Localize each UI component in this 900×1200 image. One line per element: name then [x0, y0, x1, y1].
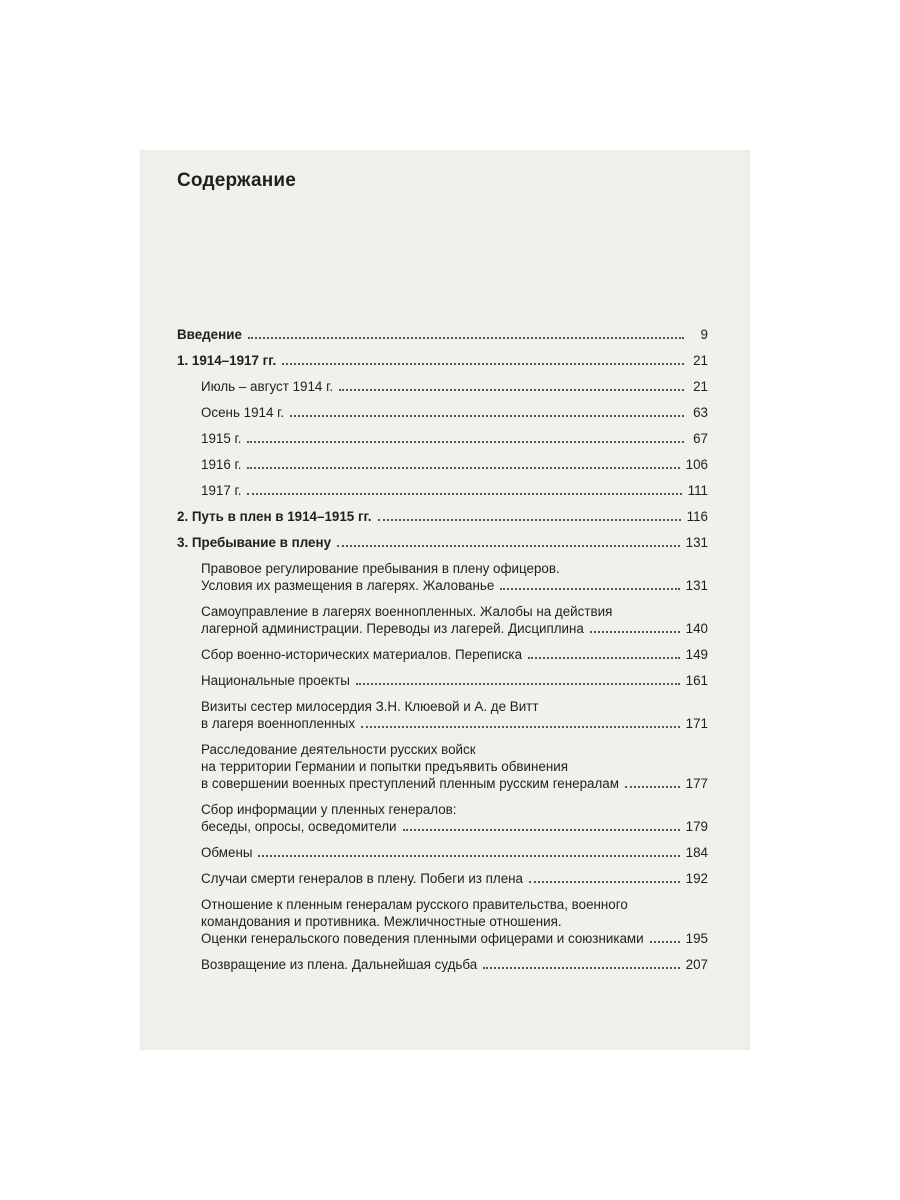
- toc-page-number: 184: [685, 845, 708, 860]
- toc-entry-title-line: Самоуправление в лагерях военнопленных. Жалобы на действия: [201, 604, 613, 619]
- toc-entry-title-line: на территории Германии и попытки предъявить обвинения: [201, 759, 568, 774]
- toc-entry-title-line: Визиты сестер милосердия З.Н. Клюевой и А. де Витт: [201, 699, 539, 714]
- dot-leader: [247, 493, 681, 495]
- toc-entry[interactable]: [201, 698, 708, 732]
- toc-entry[interactable]: [201, 404, 708, 421]
- toc-entry-title-line: Осень 1914 г.: [201, 405, 285, 420]
- dot-leader: [529, 881, 680, 883]
- toc-entry[interactable]: [177, 508, 708, 525]
- toc-page-number: 67: [693, 431, 708, 446]
- dot-leader: [339, 389, 684, 391]
- page-title: Содержание: [177, 170, 297, 191]
- toc-page-number: 177: [685, 776, 708, 791]
- dot-leader: [361, 726, 680, 728]
- toc-entry[interactable]: [201, 844, 708, 861]
- toc-entry-title-line: командования и противника. Межличностные отношения.: [201, 914, 562, 929]
- toc-entry-title-line: Сбор военно-исторических материалов. Переписка: [201, 647, 523, 662]
- toc-page-number: 21: [693, 353, 708, 368]
- dot-leader: [337, 545, 680, 547]
- dot-leader: [356, 683, 680, 685]
- toc-entry[interactable]: [201, 430, 708, 447]
- toc-entry[interactable]: [201, 603, 708, 637]
- dot-leader: [500, 588, 679, 590]
- toc-entry-title-line: 1917 г.: [201, 483, 242, 498]
- toc-entry-title-line: Правовое регулирование пребывания в плену офицеров.: [201, 561, 560, 576]
- toc-entry-title-line: Расследование деятельности русских войск: [201, 742, 476, 757]
- toc-page-number: 63: [693, 405, 708, 420]
- toc-entry[interactable]: [201, 801, 708, 835]
- toc-page-number: 161: [685, 673, 708, 688]
- toc-entry-title-line: Условия их размещения в лагерях. Жалованье: [201, 578, 495, 593]
- toc-entry-title-line: 2. Путь в плен в 1914–1915 гг.: [177, 509, 372, 524]
- toc-entry-title-line: Обмены: [201, 845, 253, 860]
- toc-entry-title-line: Июль – август 1914 г.: [201, 379, 334, 394]
- toc-entry-title-line: в лагеря военнопленных: [201, 716, 356, 731]
- dot-leader: [247, 467, 679, 469]
- toc-entry[interactable]: [201, 741, 708, 792]
- toc-page-number: 106: [685, 457, 708, 472]
- toc-entry-title-line: в совершении военных преступлений пленным русским генералам: [201, 776, 619, 791]
- toc-entry[interactable]: [201, 646, 708, 663]
- toc-entry-title-line: 1. 1914–1917 гг.: [177, 353, 277, 368]
- dot-leader: [528, 657, 680, 659]
- toc-entry-title-line: Случаи смерти генералов в плену. Побеги из плена: [201, 871, 524, 886]
- dot-leader: [247, 441, 684, 443]
- toc-entry-title-line: Отношение к пленным генералам русского правительства, военного: [201, 897, 628, 912]
- toc-entry-title-line: Возвращение из плена. Дальнейшая судьба: [201, 957, 478, 972]
- dot-leader: [403, 829, 680, 831]
- toc-entry[interactable]: [201, 482, 708, 499]
- toc-entry[interactable]: [201, 456, 708, 473]
- table-of-contents: [177, 326, 708, 982]
- toc-page-number: 111: [687, 483, 708, 498]
- toc-page-number: 9: [700, 327, 708, 342]
- toc-entry-title-line: 3. Пребывание в плену: [177, 535, 332, 550]
- toc-page-number: 21: [693, 379, 708, 394]
- dot-leader: [650, 941, 680, 943]
- toc-page-number: 171: [685, 716, 708, 731]
- toc-page-number: 131: [685, 578, 708, 593]
- toc-entry-title-line: Оценки генеральского поведения пленными офицерами и союзниками: [201, 931, 644, 946]
- dot-leader: [625, 786, 680, 788]
- toc-page-number: 149: [685, 647, 708, 662]
- toc-entry[interactable]: [177, 534, 708, 551]
- toc-page-number: 195: [685, 931, 708, 946]
- toc-entry-title-line: Введение: [177, 327, 242, 342]
- dot-leader: [258, 855, 679, 857]
- toc-entry-title-line: Сбор информации у пленных генералов:: [201, 802, 457, 817]
- toc-entry[interactable]: [201, 672, 708, 689]
- dot-leader: [282, 363, 684, 365]
- toc-page-number: 131: [685, 535, 708, 550]
- dot-leader: [290, 415, 684, 417]
- dot-leader: [378, 519, 681, 521]
- dot-leader: [483, 967, 679, 969]
- toc-entry[interactable]: [201, 896, 708, 947]
- toc-entry-title-line: 1915 г.: [201, 431, 242, 446]
- dot-leader: [590, 631, 680, 633]
- toc-entry[interactable]: [201, 956, 708, 973]
- toc-entry[interactable]: [201, 870, 708, 887]
- toc-page-number: 116: [686, 509, 708, 524]
- dot-leader: [248, 337, 684, 339]
- toc-entry-title-line: беседы, опросы, осведомители: [201, 819, 397, 834]
- toc-entry[interactable]: [201, 378, 708, 395]
- toc-page-number: 192: [685, 871, 708, 886]
- toc-entry[interactable]: [177, 326, 708, 343]
- toc-page-number: 140: [685, 621, 708, 636]
- toc-entry[interactable]: [177, 352, 708, 369]
- toc-entry-title-line: лагерной администрации. Переводы из лагерей. Дисциплина: [201, 621, 584, 636]
- toc-page-number: 207: [685, 957, 708, 972]
- toc-entry[interactable]: [201, 560, 708, 594]
- toc-page-number: 179: [685, 819, 708, 834]
- toc-entry-title-line: 1916 г.: [201, 457, 242, 472]
- toc-entry-title-line: Национальные проекты: [201, 673, 350, 688]
